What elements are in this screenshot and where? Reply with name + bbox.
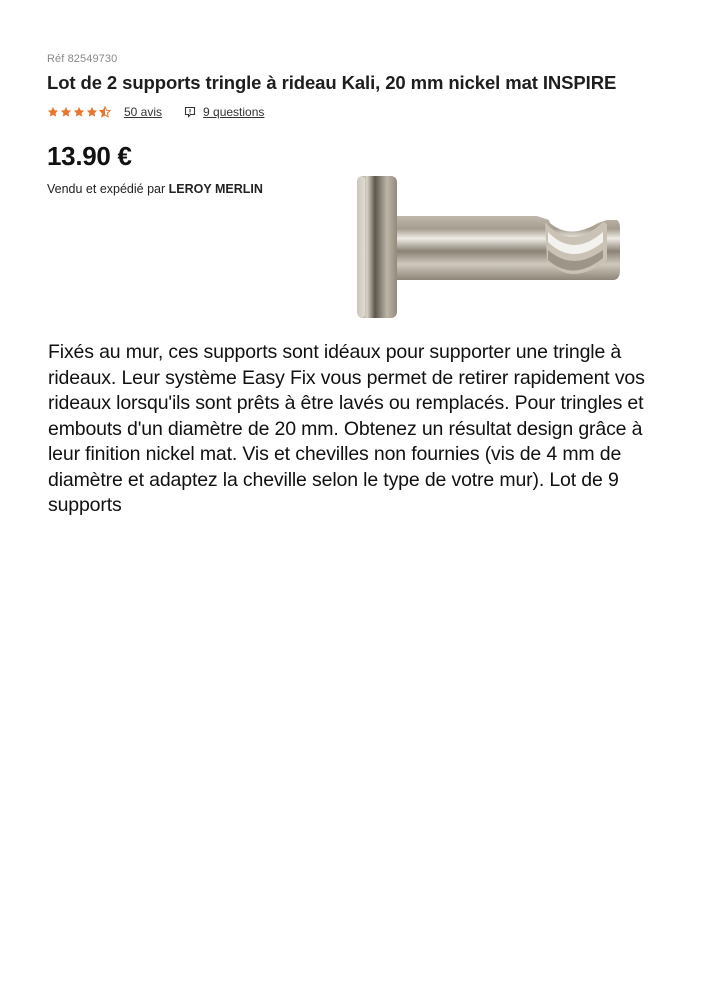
reviews-link[interactable]: 50 avis [124, 105, 163, 119]
questions-label: 9 questions [203, 105, 265, 119]
product-reference: Réf 82549730 [47, 53, 118, 65]
seller-prefix: Vendu et expédié par [47, 182, 166, 196]
star-full-icon [47, 106, 59, 118]
product-image [345, 170, 630, 320]
seller-name: LEROY MERLIN [168, 182, 263, 196]
rating-row [47, 103, 264, 121]
star-rating [47, 106, 111, 118]
product-header [47, 52, 667, 95]
star-full-icon [86, 106, 98, 118]
seller-info [47, 181, 263, 197]
star-half-icon [99, 106, 111, 118]
question-bubble-icon [184, 106, 196, 118]
product-description: Fixés au mur, ces supports sont idéaux pour supporter une tringle à rideaux. Leur système Easy Fix vous permet de retirer rapidement vos rideaux lorsqu'ils sont prêts à être lavés ou remplacés. Pour tringles et embouts d'un diamètre de 20 mm. Obtenez un résultat design grâce à leur finition nickel mat. Vis et chevilles non fournies (vis de 4 mm de diamètre et adaptez la cheville selon le type de votre mur). Lot de 9 supports [48, 341, 645, 516]
questions-link[interactable] [184, 105, 264, 119]
star-full-icon [60, 106, 72, 118]
star-full-icon [73, 106, 85, 118]
product-title: Lot de 2 supports tringle à rideau Kali, 20 mm nickel mat INSPIRE [47, 72, 617, 93]
product-price: 13.90 € [47, 141, 132, 171]
